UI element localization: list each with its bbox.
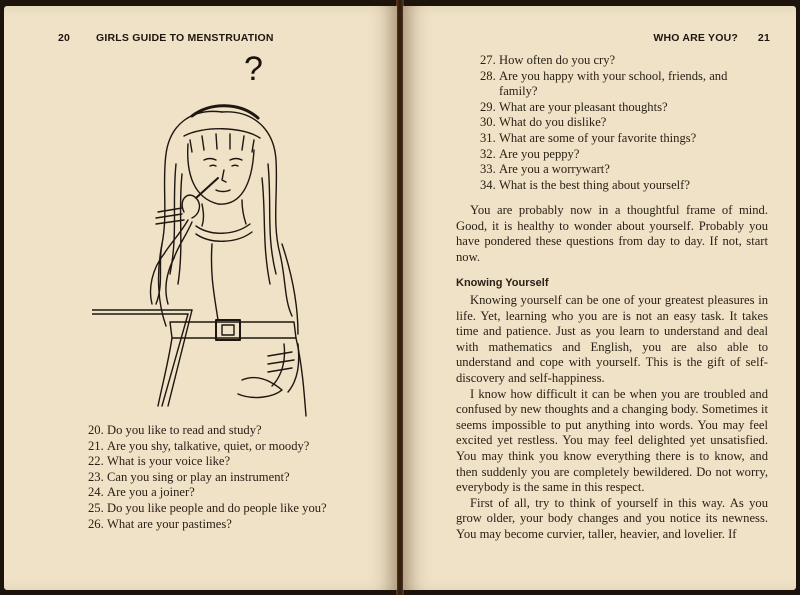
question-mark: ? — [244, 50, 263, 88]
list-item: 26. What are your pastimes? — [88, 516, 232, 531]
paragraph: First of all, try to think of yourself in this way. As you grow older, your body changes and you notice its newness. You may become curvier, taller, heavier, and lovelier. If — [456, 495, 768, 541]
list-item: 33. Are you a worrywart? — [480, 162, 610, 177]
list-item: 29. What are your pleasant thoughts? — [480, 99, 668, 114]
girl-thinking-illustration — [92, 94, 332, 419]
body-text-intro — [456, 203, 768, 265]
list-item: 30. What do you dislike? — [480, 115, 607, 130]
running-title: WHO ARE YOU? — [653, 32, 738, 44]
paragraph: Knowing yourself can be one of your greatest pleasures in life. Yet, learning who you are is not an easy task. It takes time and patience. Just as you learn to understand and deal with mathematics and English, you are also able to understand and cope with yourself. This is the gift of self-discovery and self-happiness. — [456, 293, 768, 385]
section-heading: Knowing Yourself — [456, 277, 549, 289]
paragraph: You are probably now in a thoughtful frame of mind. Good, it is healthy to wonder about yourself. Probably you have pondered these questions from day to day. If not, start now. — [456, 203, 768, 264]
list-item: 31. What are some of your favorite things? — [480, 130, 697, 145]
list-item: 28. Are you happy with your school, friends, and family? — [480, 68, 728, 99]
list-item: 34. What is the best thing about yourself? — [480, 177, 690, 192]
running-title: GIRLS GUIDE TO MENSTRUATION — [96, 32, 274, 44]
list-item: 23. Can you sing or play an instrument? — [88, 469, 290, 484]
list-item: 21. Are you shy, talkative, quiet, or moody? — [88, 438, 310, 453]
question-list-right — [480, 53, 780, 193]
list-item: 27. How often do you cry? — [480, 53, 616, 67]
list-item: 25. Do you like people and do people like you? — [88, 500, 327, 515]
left-page — [4, 6, 397, 590]
body-text-section — [456, 293, 768, 543]
page-number: 21 — [757, 32, 770, 44]
list-item: 24. Are you a joiner? — [88, 485, 195, 500]
question-list-left — [88, 423, 388, 532]
list-item: 32. Are you peppy? — [480, 146, 580, 161]
page-number: 20 — [58, 32, 71, 44]
list-item: 20. Do you like to read and study? — [88, 423, 262, 437]
paragraph: I know how difficult it can be when you are troubled and confused by new thoughts and a changing body. Sometimes it seems impossible to put anything into words. You may feel excited yet restless. You may feel delighted yet unsatisfied. You may think you know everything there is to know, and then suddenly you are completely bewildered. Do not worry, everybody is the same in this respect. — [456, 386, 768, 495]
list-item: 22. What is your voice like? — [88, 454, 231, 469]
right-page — [403, 6, 796, 590]
